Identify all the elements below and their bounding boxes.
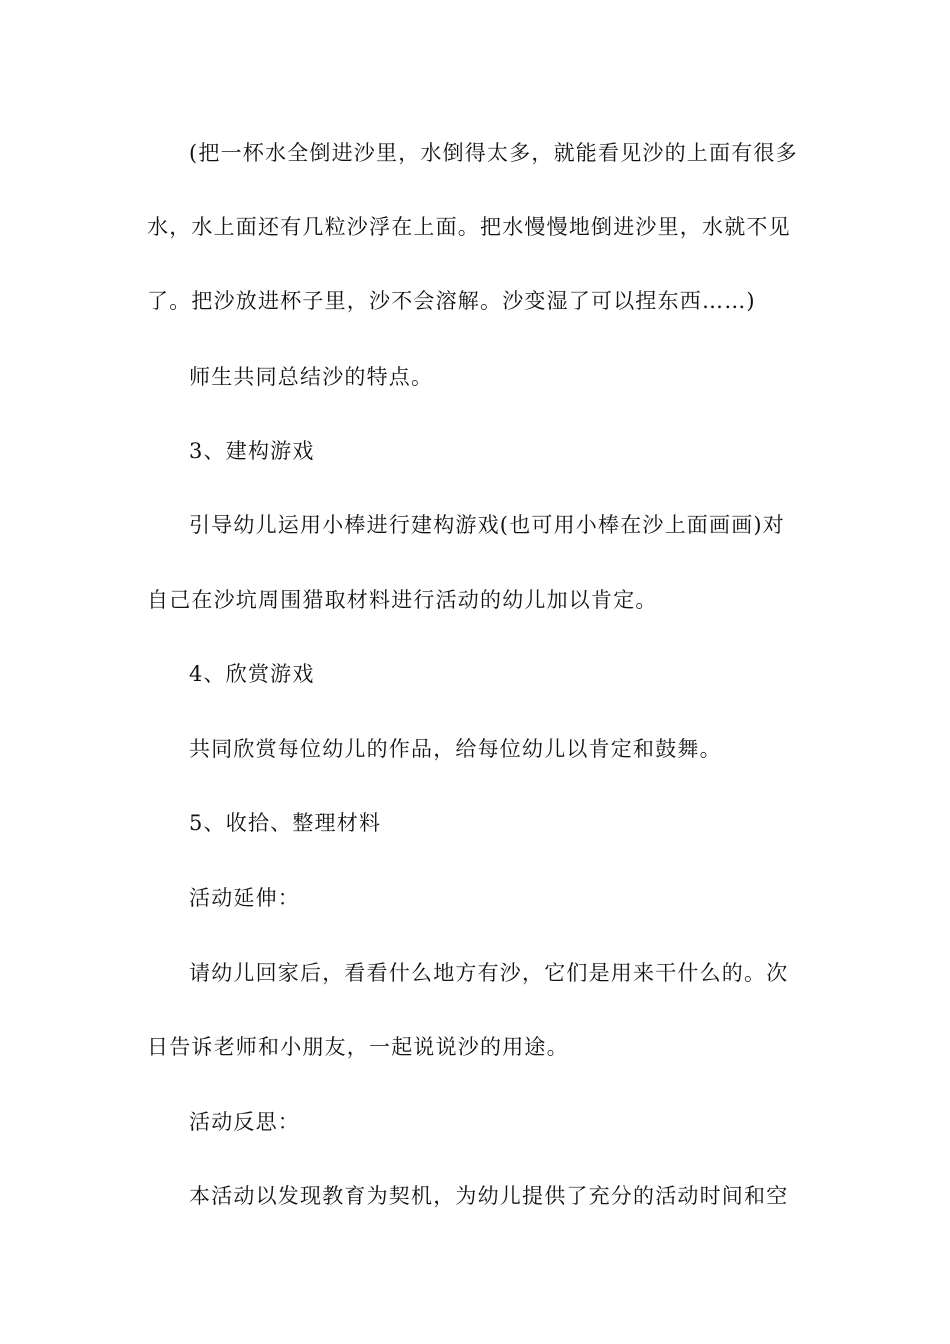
section-heading: 活动延伸： xyxy=(189,886,300,910)
section-heading: 5、收拾、整理材料 xyxy=(189,811,382,835)
paragraph-line: 请幼儿回家后，看看什么地方有沙，它们是用来干什么的。次 xyxy=(189,961,789,985)
section-heading: 4、欣赏游戏 xyxy=(189,662,315,686)
paragraph-line: 引导幼儿运用小棒进行建构游戏(也可用小棒在沙上面画画)对 xyxy=(189,513,785,537)
paragraph-line: 师生共同总结沙的特点。 xyxy=(189,365,434,389)
paragraph-line: 本活动以发现教育为契机，为幼儿提供了充分的活动时间和空 xyxy=(189,1184,789,1208)
paragraph-line: (把一杯水全倒进沙里，水倒得太多，就能看见沙的上面有很多 xyxy=(189,141,798,165)
paragraph-line: 水，水上面还有几粒沙浮在上面。把水慢慢地倒进沙里，水就不见 xyxy=(147,215,791,239)
section-heading: 3、建构游戏 xyxy=(189,439,315,463)
paragraph-line: 了。把沙放进杯子里，沙不会溶解。沙变湿了可以捏东西……) xyxy=(147,289,756,313)
section-heading: 活动反思： xyxy=(189,1110,300,1134)
paragraph-line: 日告诉老师和小朋友，一起说说沙的用途。 xyxy=(147,1035,569,1059)
paragraph-line: 共同欣赏每位幼儿的作品，给每位幼儿以肯定和鼓舞。 xyxy=(189,737,722,761)
paragraph-line: 自己在沙坑周围猎取材料进行活动的幼儿加以肯定。 xyxy=(147,588,658,612)
